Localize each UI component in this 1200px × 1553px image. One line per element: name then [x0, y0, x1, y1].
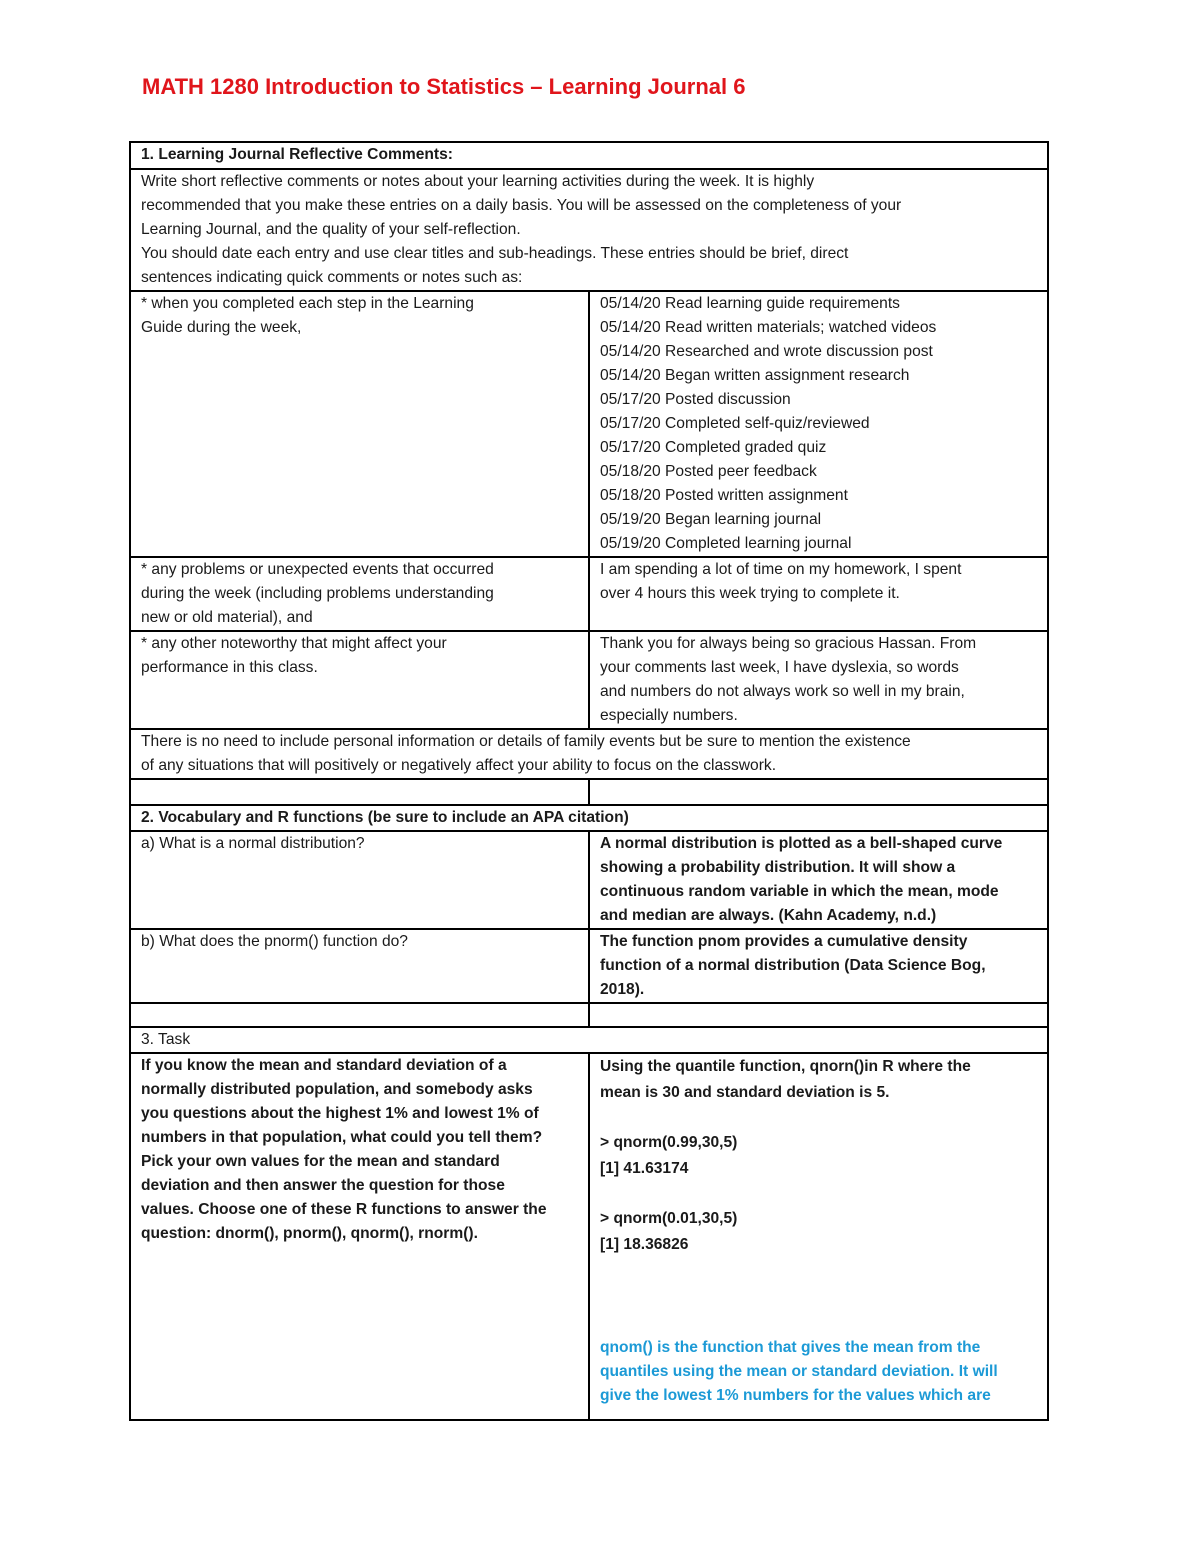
- instructions-line: Learning Journal, and the quality of your self-reflection.: [141, 221, 521, 238]
- log-entry: 05/17/20 Completed graded quiz: [600, 439, 827, 456]
- prompt-line: deviation and then answer the question for those: [141, 1177, 505, 1194]
- log-entry: 05/14/20 Read written materials; watched videos: [600, 319, 937, 336]
- log-entry: 05/19/20 Began learning journal: [600, 511, 822, 528]
- pnorm-prompt-cell: [130, 929, 589, 1003]
- log-entry: 05/18/20 Posted written assignment: [600, 487, 848, 504]
- answer-line: A normal distribution is plotted as a bell-shaped curve: [600, 835, 1003, 852]
- section3-header: [130, 1027, 1048, 1053]
- section1-header: [130, 142, 1048, 169]
- answer-line: The function pnom provides a cumulative density: [600, 933, 968, 950]
- log-entry: 05/17/20 Completed self-quiz/reviewed: [600, 415, 870, 432]
- explanation-line: give the lowest 1% numbers for the values which are: [600, 1387, 991, 1404]
- empty-cell: [130, 1003, 589, 1027]
- noteworthy-answer-cell: [589, 631, 1048, 729]
- prompt-line: * any problems or unexpected events that occurred: [141, 561, 494, 578]
- note-row: [130, 729, 1048, 779]
- prompt-line: you questions about the highest 1% and lowest 1% of: [141, 1105, 539, 1122]
- note-line: There is no need to include personal information or details of family events but be sure to mention the existence: [141, 733, 911, 750]
- answer-line: continuous random variable in which the mean, mode: [600, 883, 999, 900]
- pnorm-answer-cell: [589, 929, 1048, 1003]
- prompt-line: If you know the mean and standard deviation of a: [141, 1057, 507, 1074]
- spacer: [600, 1258, 1037, 1336]
- answer-intro-line: Using the quantile function, qnorn()in R where the: [600, 1058, 971, 1075]
- section2-header: [130, 805, 1048, 831]
- empty-cell: [589, 1003, 1048, 1027]
- instructions-line: recommended that you make these entries on a daily basis. You will be assessed on the completeness of your: [141, 197, 902, 214]
- normal-distribution-answer-cell: [589, 831, 1048, 929]
- noteworthy-row: [130, 631, 1048, 729]
- section2-header-text: 2. Vocabulary and R functions (be sure to include an APA citation): [141, 809, 629, 826]
- task-answer-cell: [589, 1053, 1048, 1420]
- answer-line: and numbers do not always work so well in my brain,: [600, 683, 965, 700]
- log-entry: 05/19/20 Completed learning journal: [600, 535, 852, 552]
- problems-answer-cell: [589, 557, 1048, 631]
- explanation-line: quantiles using the mean or standard deviation. It will: [600, 1363, 998, 1380]
- problems-row: [130, 557, 1048, 631]
- prompt-line: Pick your own values for the mean and standard: [141, 1153, 500, 1170]
- answer-line: showing a probability distribution. It will show a: [600, 859, 956, 876]
- pnorm-row: [130, 929, 1048, 1003]
- r-output: [1] 18.36826: [600, 1236, 689, 1253]
- answer-line: over 4 hours this week trying to complete it.: [600, 585, 900, 602]
- r-output: [1] 41.63174: [600, 1160, 689, 1177]
- prompt-line: normally distributed population, and somebody asks: [141, 1081, 533, 1098]
- prompt-line: new or old material), and: [141, 609, 313, 626]
- section1-header-text: 1. Learning Journal Reflective Comments:: [141, 146, 453, 163]
- normal-distribution-prompt-cell: [130, 831, 589, 929]
- note-line: of any situations that will positively or negatively affect your ability to focus on the classwork.: [141, 757, 777, 774]
- section2-header-row: [130, 805, 1048, 831]
- explanation-line: qnom() is the function that gives the mean from the: [600, 1339, 981, 1356]
- answer-line: and median are always. (Kahn Academy, n.d.): [600, 907, 937, 924]
- spacer: [600, 1106, 1037, 1130]
- document-title: MATH 1280 Introduction to Statistics – Learning Journal 6: [142, 74, 746, 99]
- prompt-line: b) What does the pnorm() function do?: [141, 933, 408, 950]
- problems-prompt-cell: [130, 557, 589, 631]
- empty-cell: [589, 779, 1048, 805]
- answer-line: Thank you for always being so gracious Hassan. From: [600, 635, 977, 652]
- prompt-line: during the week (including problems understanding: [141, 585, 494, 602]
- r-command: > qnorm(0.01,30,5): [600, 1210, 738, 1227]
- prompt-line: values. Choose one of these R functions to answer the: [141, 1201, 547, 1218]
- section3-header-text: 3. Task: [141, 1031, 191, 1048]
- instructions-line: You should date each entry and use clear titles and sub-headings. These entries should be brief, direct: [141, 245, 849, 262]
- empty-row: [130, 779, 1048, 805]
- r-command: > qnorm(0.99,30,5): [600, 1134, 738, 1151]
- noteworthy-prompt-cell: [130, 631, 589, 729]
- answer-line: I am spending a lot of time on my homework, I spent: [600, 561, 962, 578]
- answer-line: function of a normal distribution (Data Science Bog,: [600, 957, 986, 974]
- prompt-line: question: dnorm(), pnorm(), qnorm(), rnorm().: [141, 1225, 478, 1242]
- answer-line: your comments last week, I have dyslexia, so words: [600, 659, 959, 676]
- log-entry: 05/18/20 Posted peer feedback: [600, 463, 817, 480]
- steps-prompt-cell: [130, 291, 589, 557]
- log-entry: 05/14/20 Read learning guide requirements: [600, 295, 900, 312]
- prompt-line: a) What is a normal distribution?: [141, 835, 365, 852]
- steps-answer-cell: [589, 291, 1048, 557]
- task-prompt-cell: [130, 1053, 589, 1420]
- empty-row: [130, 1003, 1048, 1027]
- instructions-line: sentences indicating quick comments or notes such as:: [141, 269, 523, 286]
- prompt-line: performance in this class.: [141, 659, 318, 676]
- log-entry: 05/14/20 Began written assignment research: [600, 367, 910, 384]
- section1-header-row: [130, 142, 1048, 169]
- journal-table: [129, 141, 1049, 1421]
- empty-cell: [130, 779, 589, 805]
- log-entry: 05/14/20 Researched and wrote discussion post: [600, 343, 933, 360]
- instructions-row: [130, 169, 1048, 291]
- spacer: [600, 1182, 1037, 1206]
- log-entry: 05/17/20 Posted discussion: [600, 391, 791, 408]
- section3-header-row: [130, 1027, 1048, 1053]
- answer-line: 2018).: [600, 981, 645, 998]
- answer-line: especially numbers.: [600, 707, 738, 724]
- answer-intro-line: mean is 30 and standard deviation is 5.: [600, 1084, 890, 1101]
- prompt-line: * when you completed each step in the Learning: [141, 295, 474, 312]
- prompt-line: Guide during the week,: [141, 319, 302, 336]
- note-cell: [130, 729, 1048, 779]
- prompt-line: * any other noteworthy that might affect your: [141, 635, 447, 652]
- steps-row: [130, 291, 1048, 557]
- instructions-cell: [130, 169, 1048, 291]
- task-row: [130, 1053, 1048, 1420]
- normal-distribution-row: [130, 831, 1048, 929]
- prompt-line: numbers in that population, what could you tell them?: [141, 1129, 543, 1146]
- instructions-line: Write short reflective comments or notes about your learning activities during the week. It is highly: [141, 173, 815, 190]
